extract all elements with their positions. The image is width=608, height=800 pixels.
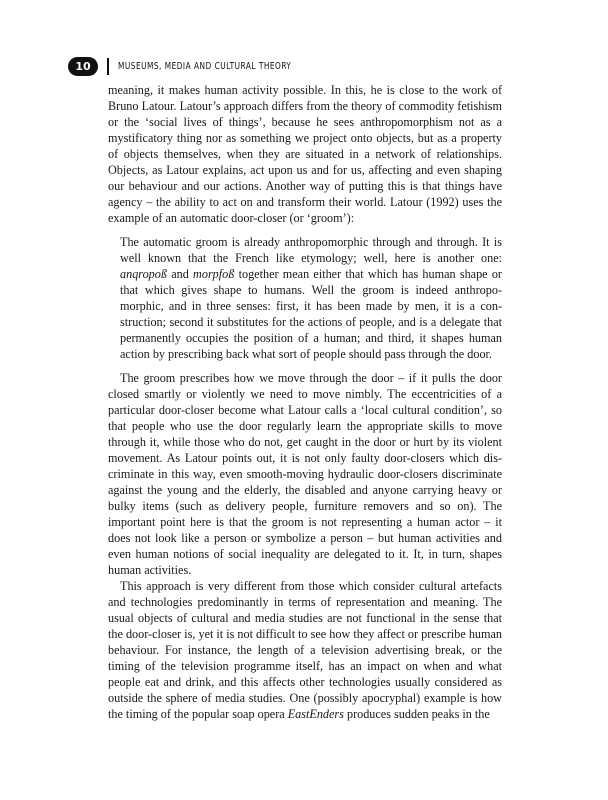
greek-word-morphos: morpfoß (193, 267, 235, 281)
running-header (68, 55, 320, 77)
quote-text-b: together mean either that which has human shape or that which gives shape to humans. Well the groom is indeed anthropomorphic, and in three senses: first, it has been made by men, it is a construction; second it substitutes for the actions of people, and is a delegate that permanently occupies the position of a human; and third, it shapes human action by prescribing back what sort of people should pass through the door. (120, 267, 502, 361)
paragraph-2: The groom prescribes how we move through the door – if it pulls the door closed smartly or violently we need to move nimbly. The eccentricities of a particular door-closer become what Latour calls a ‘local cultural condition’, so that people who use the door regularly learn the appropriate skills to move through it, while those who do not, get caught in the door or hurt by its violent movement. As Latour points out, it is not only faulty door-closers which discriminate in this way, even smooth-moving hydraulic door-closers discriminate against the young and the elderly, the disabled and anyone carrying heavy or bulky items (such as delivery people, furniture removers and so on). The important point here is that the groom is not representing a human actor – it does not look like a person or symbolize a person – but human activities and even human notions of social inequality are delegated to it. It, in turn, shapes human activities. (108, 371, 502, 577)
body-text (108, 82, 502, 722)
programme-title: EastEnders (287, 707, 344, 721)
quote-and: and (166, 267, 194, 281)
running-head-title: MUSEUMS, MEDIA AND CULTURAL THEORY (118, 60, 292, 72)
page-number: 10 (68, 57, 98, 76)
paragraph-3-text-b: produces sudden peaks in the (343, 707, 490, 721)
paragraph-3 (108, 578, 502, 722)
header-divider (107, 58, 109, 75)
greek-word-anthropos: anqropoß (120, 267, 167, 281)
block-quote (120, 234, 502, 362)
paragraph-1: meaning, it makes human activity possible. In this, he is close to the work of Bruno Latour. Latour’s approach differs from the theory of commodity fetishism or the ‘social lives of things’, because he sees anthropomorphism not as a mystificatory thing nor as something we project onto objects, but as a property of objects themselves, when they are situated in a network of relationships. Objects, as Latour explains, act upon us and for us, affecting and even shaping our behaviour and our actions. Another way of putting this is that things have agency – the ability to act on and transform their world. Latour (1992) uses the example of an automatic door-closer (or ‘groom’): (108, 83, 502, 225)
quote-text-a: The automatic groom is already anthropomorphic through and through. It is well known that the French like etymology; well, here is another one: (120, 235, 502, 265)
paragraph-3-text-a: This approach is very different from those which consider cultural artefacts and technologies predominantly in terms of representation and meaning. The usual objects of cultural and media studies are not functional in the sense that the door-closer is, yet it is not difficult to see how they affect or prescribe human behaviour. For instance, the length of a television advertising break, or the timing of the television programme itself, has an impact on when and what people eat and drink, and this affects other technologies usually considered as outside the sphere of media studies. One (possibly apocryphal) example is how the timing of the popular soap opera (108, 579, 502, 721)
